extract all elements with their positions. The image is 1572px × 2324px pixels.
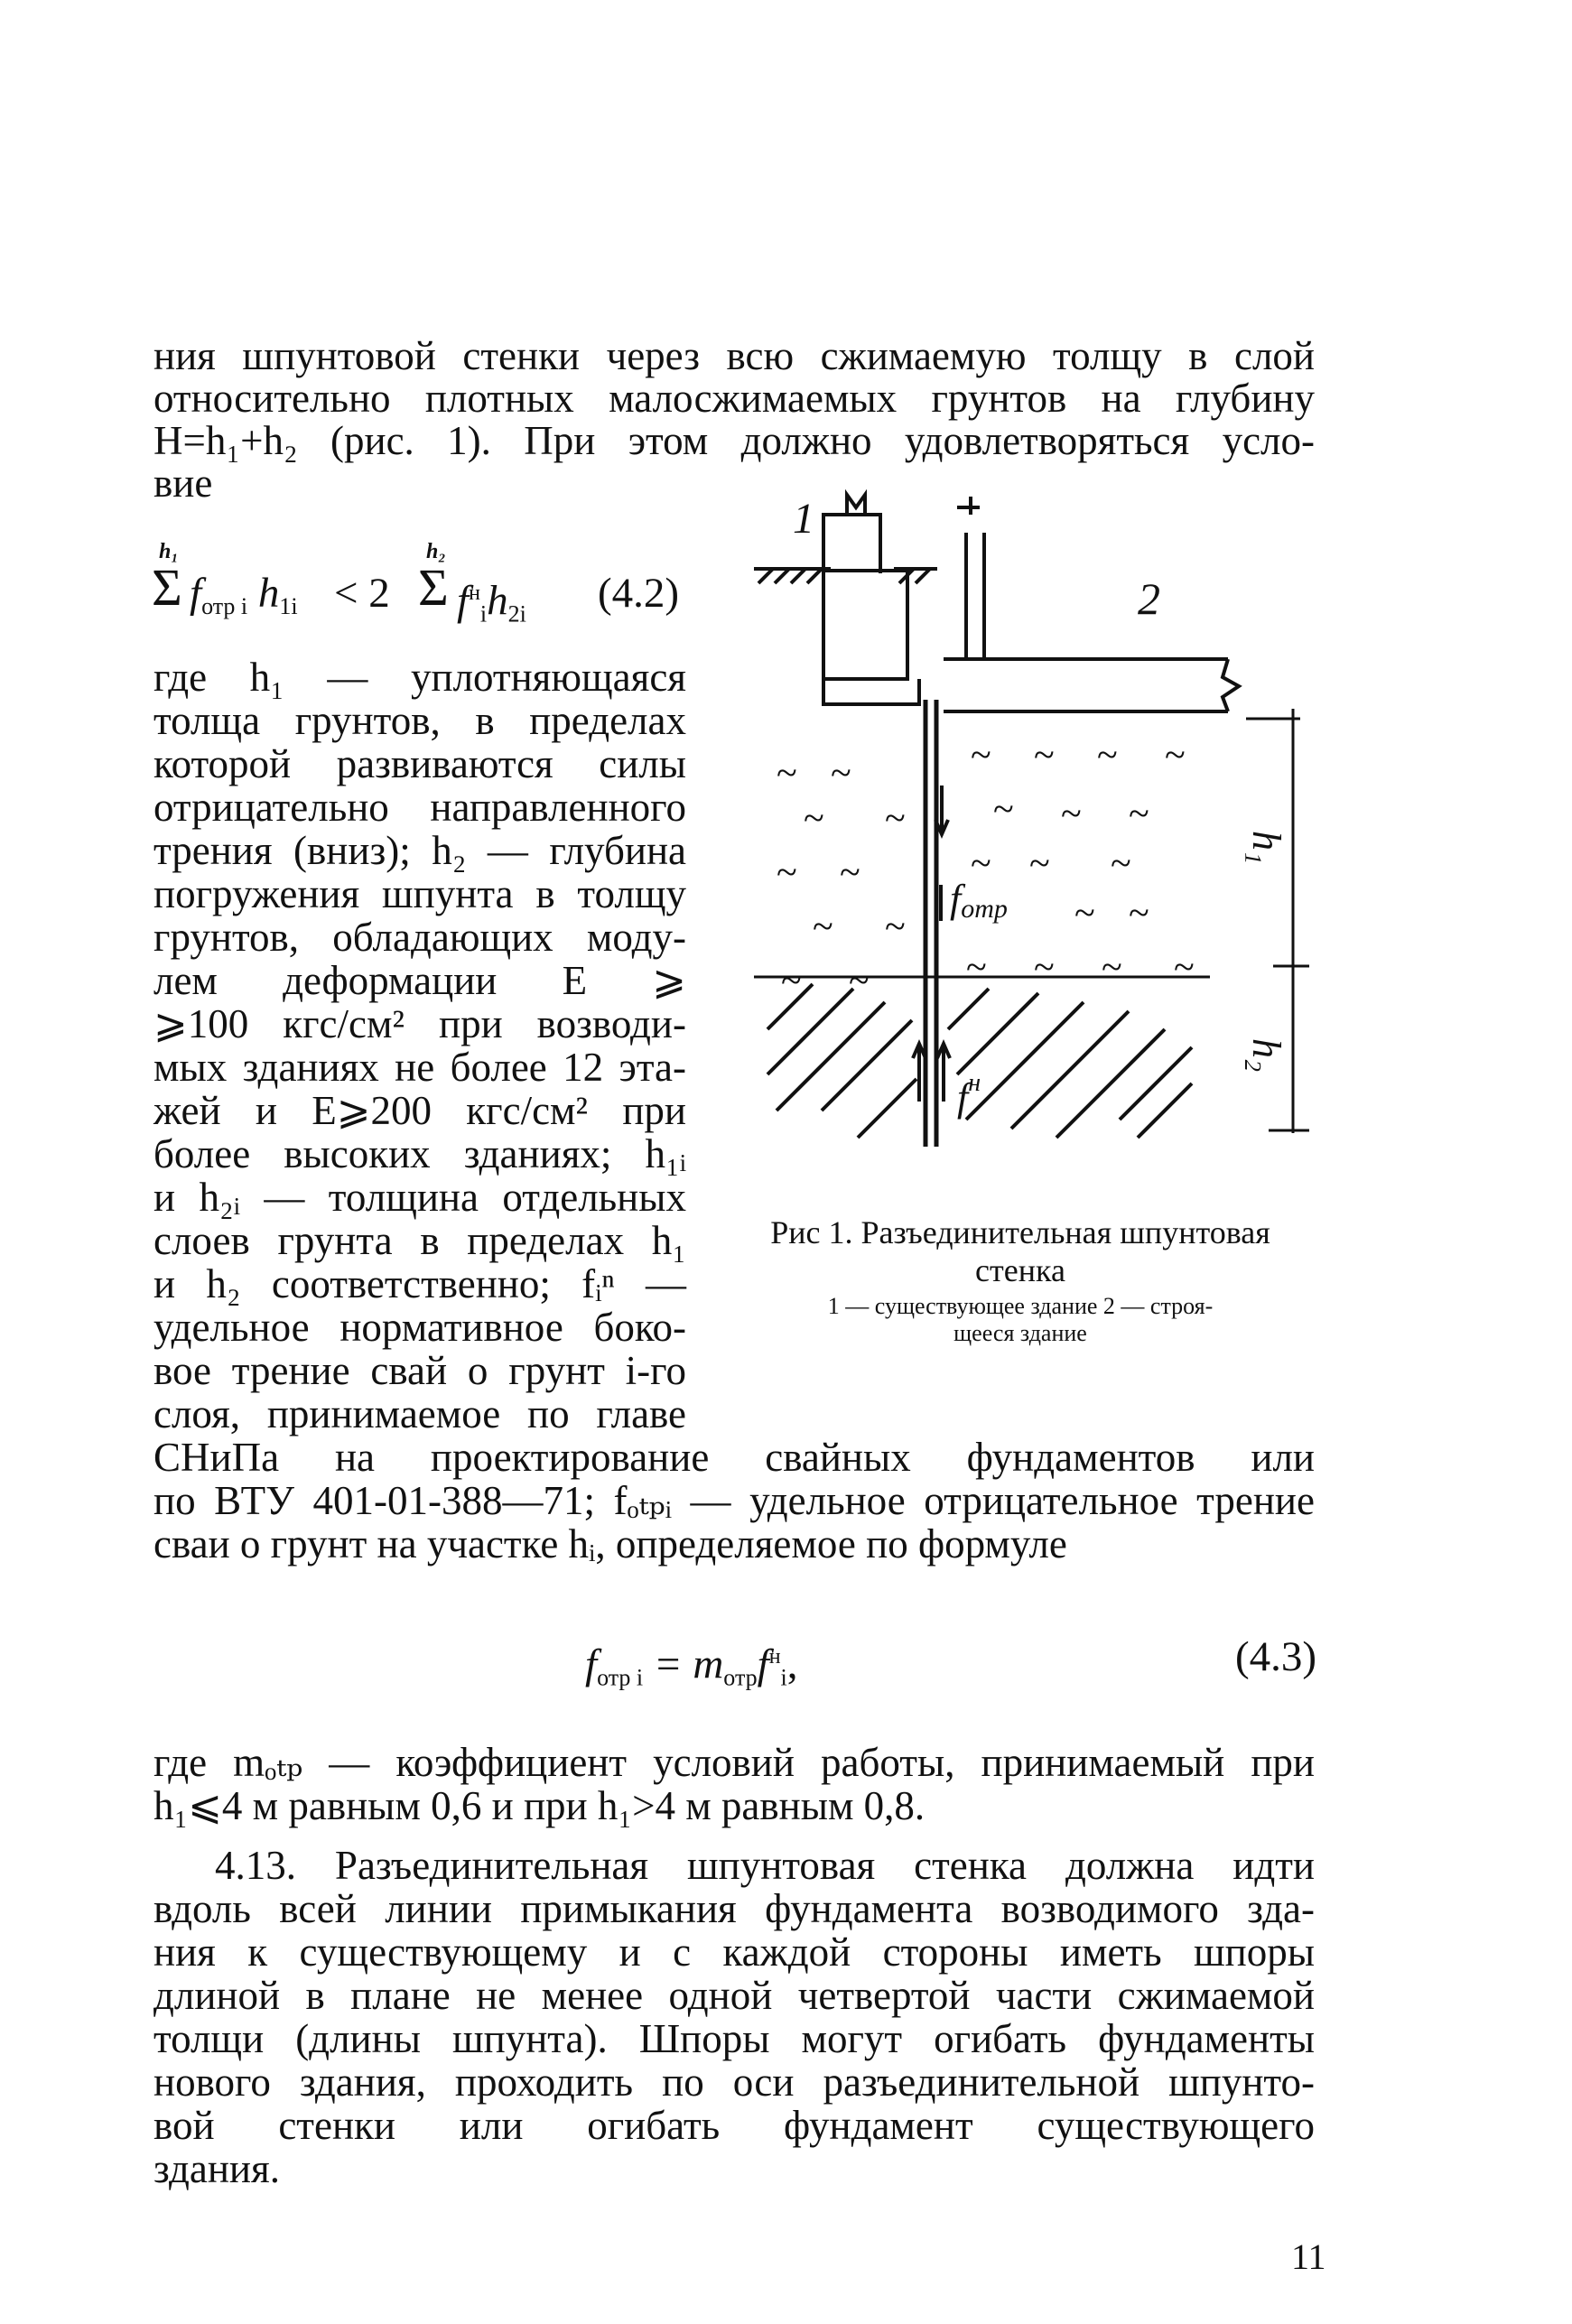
figure-label-1: 1 bbox=[793, 495, 814, 543]
svg-text:~: ~ bbox=[1061, 794, 1082, 835]
column-line: погружения шпунта в толщу bbox=[153, 871, 686, 916]
column-line: где h₁ — уплотняющаяся bbox=[153, 655, 686, 700]
section-4-13-line-3: ния к существующему и с каждой стороны иметь шпоры bbox=[153, 1929, 1315, 1975]
svg-text:~: ~ bbox=[849, 961, 870, 1002]
formula-4-2-right-term: $f^н_ih_{2i}$ bbox=[457, 577, 526, 627]
column-line: и h₂ᵢ — толщина отдельных bbox=[153, 1175, 686, 1220]
column-line: грунтов, обладающих моду- bbox=[153, 915, 686, 960]
svg-text:~: ~ bbox=[813, 906, 833, 948]
after-line-1: где mₒₜₚ — коэффициент условий работы, принимаемый при bbox=[153, 1740, 1315, 1785]
figure-caption-title-2: стенка bbox=[975, 1252, 1065, 1288]
after-line-2: h₁⩽4 м равным 0,6 и при h₁>4 м равным 0,8. bbox=[153, 1783, 926, 1828]
column-line: слоев грунта в пределах h₁ bbox=[153, 1218, 686, 1263]
sum-left-symbol: Σ bbox=[152, 558, 182, 617]
formula-4-2-left-term: $f_{отр i}$ $h_{1i}$ bbox=[190, 570, 298, 619]
svg-text:~: ~ bbox=[1174, 947, 1195, 989]
column-line: лем деформации E ⩾ bbox=[153, 958, 686, 1003]
svg-text:~: ~ bbox=[1129, 794, 1149, 835]
figure-1 bbox=[740, 488, 1327, 1192]
formula-4-2-number: (4.2) bbox=[598, 570, 680, 617]
svg-text:~: ~ bbox=[1129, 893, 1149, 934]
svg-text:~: ~ bbox=[781, 961, 802, 1002]
column-line: ⩾100 кгс/см² при возводи- bbox=[153, 1001, 686, 1046]
svg-text:~: ~ bbox=[885, 798, 906, 840]
sum-left-limit: h₁ bbox=[159, 540, 179, 563]
svg-text:~: ~ bbox=[1097, 735, 1118, 776]
svg-text:~: ~ bbox=[1034, 735, 1055, 776]
formula-4-3-number: (4.3) bbox=[1235, 1633, 1317, 1680]
svg-text:~: ~ bbox=[1029, 843, 1050, 885]
svg-text:~: ~ bbox=[1111, 843, 1131, 885]
column-line: удельное нормативное боко- bbox=[153, 1305, 686, 1350]
formula-4-2-relation: < 2 bbox=[334, 570, 390, 617]
formula-4-3-body: $f_{отр i} = m_{отр}f^н_i$, bbox=[585, 1641, 798, 1691]
column-line: жей и E⩾200 кгс/см² при bbox=[153, 1088, 686, 1133]
section-4-13-line-2: вдоль всей линии примыкания фундамента возводимого зда- bbox=[153, 1886, 1315, 1931]
svg-text:~: ~ bbox=[840, 852, 860, 894]
figure-caption-title: Рис 1. Разъединительная шпунтовая bbox=[770, 1214, 1270, 1250]
svg-text:~: ~ bbox=[966, 947, 987, 989]
svg-text:~: ~ bbox=[971, 843, 991, 885]
svg-text:~: ~ bbox=[1034, 947, 1055, 989]
svg-text:~: ~ bbox=[777, 753, 797, 795]
section-4-13-line-4: длиной в плане не менее одной четвертой части сжимаемой bbox=[153, 1973, 1315, 2018]
section-4-13-line-1: 4.13. Разъединительная шпунтовая стенка должна идти bbox=[215, 1843, 1315, 1888]
sum-right-symbol: Σ bbox=[418, 558, 449, 617]
svg-text:~: ~ bbox=[885, 906, 906, 948]
column-line: которой развиваются силы bbox=[153, 741, 686, 786]
intro-line-1: ния шпунтовой стенки через всю сжимаемую толщу в слой bbox=[153, 333, 1315, 378]
figure-legend-line-1: 1 — существующее здание 2 — строя- bbox=[827, 1293, 1214, 1319]
column-line: вое трение свай о грунт i-го bbox=[153, 1348, 686, 1393]
column-line: отрицательно направленного bbox=[153, 785, 686, 830]
column-line: мых зданиях не более 12 эта- bbox=[153, 1045, 686, 1090]
svg-text:~: ~ bbox=[831, 753, 851, 795]
section-4-13-line-8: здания. bbox=[153, 2146, 280, 2191]
figure-label-fotr: fотр bbox=[950, 877, 1008, 924]
figure-legend-line-2: щееся здание bbox=[953, 1320, 1087, 1346]
figure-label-h1: h₁ bbox=[1244, 831, 1288, 865]
figure-label-2: 2 bbox=[1138, 573, 1160, 624]
svg-text:~: ~ bbox=[993, 789, 1014, 831]
sum-right-limit: h₂ bbox=[426, 540, 446, 563]
svg-text:~: ~ bbox=[1165, 735, 1186, 776]
section-4-13-line-6: нового здания, проходить по оси разъединительной шпунто- bbox=[153, 2059, 1315, 2105]
continuation-line-1: СНиПа на проектирование свайных фундаментов или bbox=[153, 1435, 1315, 1480]
svg-text:~: ~ bbox=[1102, 947, 1122, 989]
intro-line-3: H=h₁+h₂ (рис. 1). При этом должно удовлетворяться усло- bbox=[153, 418, 1315, 463]
column-line: слоя, принимаемое по главе bbox=[153, 1391, 686, 1436]
intro-line-4: вие bbox=[153, 460, 213, 506]
figure-label-fn: $f^н$ bbox=[957, 1069, 981, 1120]
column-line: более высоких зданиях; h₁ᵢ bbox=[153, 1131, 686, 1176]
intro-line-2: относительно плотных малосжимаемых грунтов на глубину bbox=[153, 376, 1315, 421]
svg-text:~: ~ bbox=[777, 852, 797, 894]
column-line: и h₂ соответственно; fᵢⁿ — bbox=[153, 1261, 686, 1306]
page-number: 11 bbox=[1291, 2236, 1326, 2277]
svg-text:~: ~ bbox=[971, 735, 991, 776]
continuation-line-2: по ВТУ 401-01-388—71; fₒₜₚᵢ — удельное отрицательное трение bbox=[153, 1478, 1315, 1523]
svg-text:~: ~ bbox=[1074, 893, 1095, 934]
column-line: толща грунтов, в пределах bbox=[153, 698, 686, 743]
continuation-line-3: сваи о грунт на участке hᵢ, определяемое по формуле bbox=[153, 1521, 1067, 1566]
section-4-13-line-5: толщи (длины шпунта). Шпоры могут огибать фундаменты bbox=[153, 2016, 1315, 2061]
column-line: трения (вниз); h₂ — глубина bbox=[153, 828, 686, 873]
figure-label-h2: h₂ bbox=[1244, 1038, 1288, 1073]
section-4-13-line-7: вой стенки или огибать фундамент существующего bbox=[153, 2103, 1315, 2148]
svg-text:~: ~ bbox=[804, 798, 824, 840]
